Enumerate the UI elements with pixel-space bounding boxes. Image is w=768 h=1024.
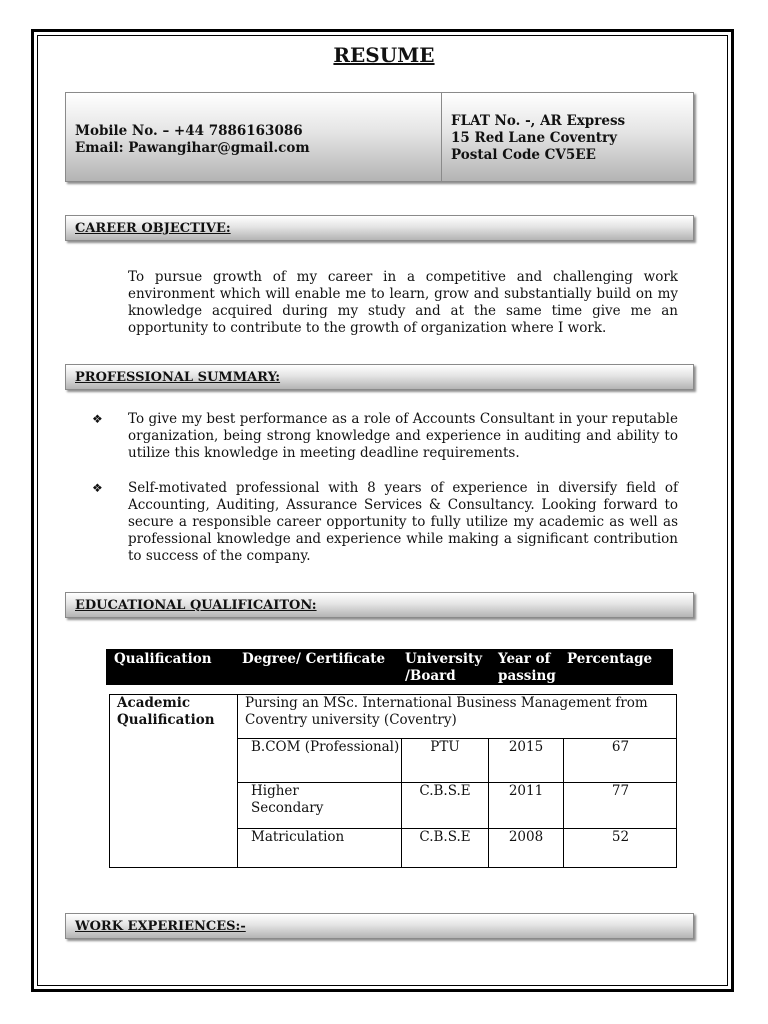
row-year: 2011 bbox=[508, 783, 544, 799]
section-work-experience bbox=[65, 913, 694, 939]
contact-divider bbox=[441, 93, 442, 181]
row-degree: B.COM (Professional) bbox=[251, 739, 400, 755]
diamond-bullet-icon: ❖ bbox=[92, 412, 103, 426]
row-board: C.B.S.E bbox=[419, 829, 471, 845]
mobile-number: Mobile No. – +44 7886163086 bbox=[75, 123, 303, 139]
row-year: 2008 bbox=[508, 829, 544, 845]
page-title: RESUME bbox=[333, 43, 435, 67]
row-board: C.B.S.E bbox=[419, 783, 471, 799]
row-percentage: 52 bbox=[611, 829, 630, 845]
row-year: 2015 bbox=[508, 739, 544, 755]
contact-box bbox=[65, 92, 694, 182]
summary-bullet-text: Self-motivated professional with 8 years of experience in diversify field of Accounting, Auditing, Assurance Services & Consultancy. Looking forward to secure a responsible career opportunity to fully utilize my academic as well as professional knowledge and experience while making a significant contribution to success of the company. bbox=[128, 480, 678, 564]
diamond-bullet-icon: ❖ bbox=[92, 481, 103, 495]
section-heading: PROFESSIONAL SUMMARY: bbox=[75, 370, 281, 385]
section-heading: CAREER OBJECTIVE: bbox=[75, 221, 231, 236]
summary-bullet-text: To give my best performance as a role of Accounts Consultant in your reputable organization, being strong knowledge and experience in auditing and ability to utilize this knowledge in meeting deadline requirements. bbox=[128, 411, 678, 461]
section-heading: EDUCATIONAL QUALIFICAITON: bbox=[75, 598, 317, 613]
address-line-2: 15 Red Lane Coventry bbox=[451, 130, 617, 146]
career-objective-text: To pursue growth of my career in a competitive and challenging work environment which will enable me to learn, grow and substantially build on my knowledge acquired during my study and at the same time give me an opportunity to contribute to the growth of organization where I work. bbox=[128, 269, 678, 336]
header-percentage: Percentage bbox=[567, 651, 653, 667]
contact-left bbox=[75, 123, 310, 157]
address-line-3: Postal Code CV5EE bbox=[451, 147, 596, 163]
contact-address bbox=[451, 113, 625, 164]
section-education bbox=[65, 592, 694, 618]
row-percentage: 77 bbox=[611, 783, 630, 799]
header-university: University /Board bbox=[405, 651, 483, 684]
row-percentage: 67 bbox=[611, 739, 630, 755]
header-degree: Degree/ Certificate bbox=[242, 651, 386, 667]
education-table bbox=[109, 694, 677, 868]
education-table-header bbox=[106, 649, 673, 685]
pursuing-msc-text: Pursing an MSc. International Business Management from Coventry university (Coventry) bbox=[245, 695, 648, 728]
header-qualification: Qualification bbox=[114, 651, 212, 667]
section-professional-summary bbox=[65, 364, 694, 390]
section-career-objective bbox=[65, 215, 694, 241]
address-line-1: FLAT No. -, AR Express bbox=[451, 113, 626, 129]
row-degree: Higher Secondary bbox=[251, 783, 324, 816]
academic-qualification-label: Academic Qualification bbox=[117, 695, 215, 728]
header-year: Year of passing bbox=[498, 651, 556, 684]
email-address: Email: Pawangihar@gmail.com bbox=[75, 140, 310, 156]
section-heading: WORK EXPERIENCES:- bbox=[75, 919, 246, 934]
row-degree: Matriculation bbox=[251, 829, 345, 845]
row-board: PTU bbox=[430, 739, 460, 755]
